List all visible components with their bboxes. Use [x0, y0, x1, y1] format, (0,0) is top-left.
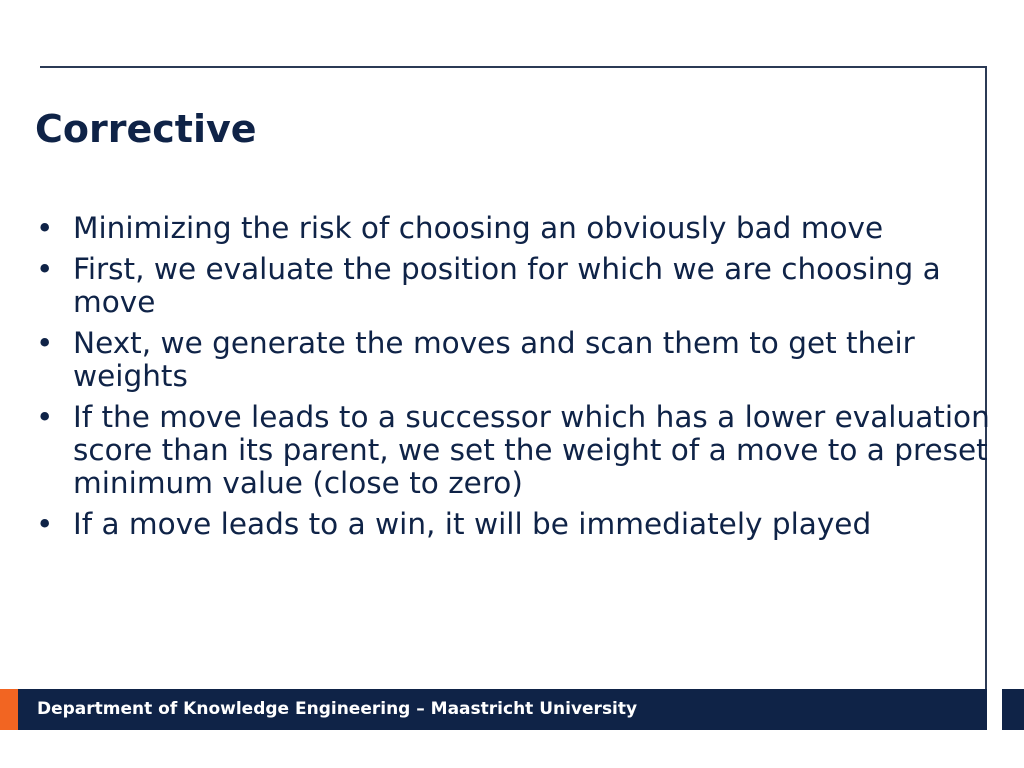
footer-tail-block	[1002, 689, 1024, 730]
bullet-text: If the move leads to a successor which has a lower evaluation score than its parent, we set the weight of a move to a preset minimum value (close to zero)	[73, 400, 990, 500]
bullet-list	[32, 212, 992, 549]
bullet-text: Minimizing the risk of choosing an obviously bad move	[73, 211, 884, 245]
bullet-item	[32, 508, 992, 541]
footer-accent-block	[0, 689, 18, 730]
bullet-text: Next, we generate the moves and scan them to get their weights	[73, 326, 915, 393]
bullet-icon: •	[36, 400, 54, 434]
footer-text: Department of Knowledge Engineering – Maastricht University	[37, 699, 638, 719]
bullet-text: If a move leads to a win, it will be immediately played	[73, 507, 872, 541]
bullet-icon: •	[36, 252, 54, 286]
bullet-item	[32, 327, 992, 393]
top-rule-line	[40, 66, 987, 68]
bullet-item	[32, 212, 992, 245]
bullet-icon: •	[36, 326, 54, 360]
bullet-icon: •	[36, 211, 54, 245]
bullet-item	[32, 401, 992, 500]
footer-gap	[987, 689, 1002, 730]
bullet-text: First, we evaluate the position for which we are choosing a move	[73, 252, 941, 319]
bullet-icon: •	[36, 507, 54, 541]
slide-title: Corrective	[35, 107, 257, 151]
bullet-item	[32, 253, 992, 319]
